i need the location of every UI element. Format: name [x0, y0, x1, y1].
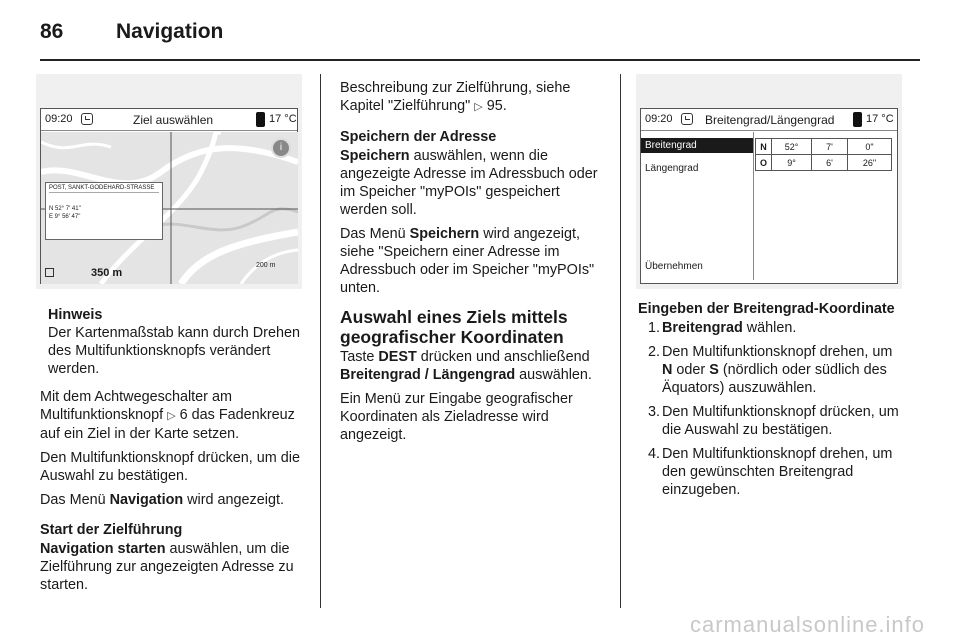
page-ref-icon: ▷ — [474, 100, 483, 113]
screen-status-bar — [41, 109, 297, 131]
list-item: 2. Den Multifunktionsknopf drehen, um N oder S (nördlich oder südlich des Äquators) auszuwählen. — [648, 344, 893, 396]
screen-temperature: 17 °C — [269, 113, 297, 125]
section-heading: Start der Zielführung — [40, 522, 183, 538]
map-screenshot — [36, 74, 302, 289]
chapter-title: Navigation — [116, 20, 224, 43]
table-cell[interactable]: O — [756, 155, 772, 171]
table-cell[interactable]: N — [756, 139, 772, 155]
map-scale-main: 350 m — [91, 267, 123, 279]
address-street: POST, SANKT-GODEHARD-STRASSE — [49, 184, 159, 193]
coordinate-table — [755, 138, 892, 171]
screen-title: Breitengrad/Längengrad — [705, 113, 835, 127]
menu-divider — [753, 132, 754, 280]
table-row — [756, 139, 892, 155]
clock-icon — [81, 113, 93, 125]
left-column — [40, 306, 306, 600]
list-item: 4. Den Multifunktionsknopf drehen, um den gewünschten Breitengrad einzugeben. — [648, 446, 893, 498]
column-divider — [320, 74, 321, 608]
table-cell[interactable]: 7' — [812, 139, 848, 155]
table-cell[interactable]: 52° — [772, 139, 812, 155]
coordinates-screenshot — [636, 74, 902, 289]
menu-item-breitengrad[interactable]: Breitengrad — [641, 138, 753, 153]
table-cell[interactable]: 26" — [848, 155, 892, 171]
paragraph: Navigation starten auswählen, um die Zielführung zur angezeigten Adresse zu starten. — [40, 541, 294, 593]
page-ref-icon: ▷ — [167, 409, 176, 422]
note-title: Hinweis — [48, 307, 103, 323]
watermark: carmanualsonline.info — [690, 612, 926, 637]
screen-title: Ziel auswählen — [133, 113, 214, 127]
address-longitude: E 9° 56' 47" — [49, 214, 81, 220]
table-row — [756, 155, 892, 171]
map-cursor-icon — [45, 268, 54, 277]
thermometer-icon — [256, 112, 265, 127]
list-item: 1. Breitengrad wählen. — [648, 320, 797, 336]
address-popup — [45, 182, 163, 240]
map-scale-small: 200 m — [256, 262, 276, 269]
right-column — [638, 300, 906, 505]
table-cell[interactable]: 6' — [812, 155, 848, 171]
paragraph: Taste DEST drücken und anschließend Breitengrad / Längengrad auswählen. — [340, 349, 592, 383]
table-cell[interactable]: 0" — [848, 139, 892, 155]
clock-icon — [681, 113, 693, 125]
steps-list — [638, 319, 906, 499]
paragraph: Das Menü Speichern wird angezeigt, siehe "Speichern einer Adresse im Adressbuch oder im Speicher "myPOIs" unten. — [340, 226, 595, 296]
address-latitude: N 52° 7' 41" — [49, 206, 81, 212]
column-divider — [620, 74, 621, 608]
paragraph: Mit dem Achtwegeschalter am Multifunktionsknopf ▷ 6 das Fadenkreuz auf ein Ziel in der Karte setzen. — [40, 389, 295, 442]
apply-button[interactable]: Übernehmen — [645, 261, 703, 272]
map-view — [41, 132, 298, 284]
section-heading: Speichern der Adresse — [340, 129, 497, 145]
thermometer-icon — [853, 112, 862, 127]
compass-icon: i — [271, 138, 291, 158]
page-header — [40, 20, 920, 62]
note-text: Der Kartenmaßstab kann durch Drehen des Multifunktionsknopfs verändert werden. — [48, 325, 300, 377]
middle-column — [340, 79, 604, 450]
table-cell[interactable]: 9° — [772, 155, 812, 171]
section-heading: Eingeben der Breitengrad-Koordinate — [638, 301, 895, 317]
paragraph: Ein Menü zur Eingabe geografischer Koordinaten als Zieladresse wird angezeigt. — [340, 391, 573, 443]
paragraph: Das Menü Navigation wird angezeigt. — [40, 492, 284, 508]
paragraph: Den Multifunktionsknopf drücken, um die Auswahl zu bestätigen. — [40, 450, 300, 484]
note-box — [40, 306, 306, 378]
paragraph: Beschreibung zur Zielführung, siehe Kapitel "Zielführung" ▷ 95. — [340, 80, 571, 114]
list-item: 3. Den Multifunktionsknopf drücken, um die Auswahl zu bestätigen. — [648, 404, 899, 438]
screen-status-bar — [641, 109, 897, 131]
screen-temperature: 17 °C — [866, 113, 894, 125]
menu-item-laengengrad[interactable]: Längengrad — [645, 163, 699, 174]
screen-time: 09:20 — [45, 113, 73, 125]
screen-time: 09:20 — [645, 113, 673, 125]
page-number: 86 — [40, 20, 64, 43]
section-heading-large: Auswahl eines Ziels mittels geografischer Koordinaten — [340, 307, 568, 347]
header-rule — [40, 59, 920, 61]
paragraph: Speichern auswählen, wenn die angezeigte Adresse im Adressbuch oder im Speicher "myPOIs" gespeichert werden soll. — [340, 148, 598, 218]
